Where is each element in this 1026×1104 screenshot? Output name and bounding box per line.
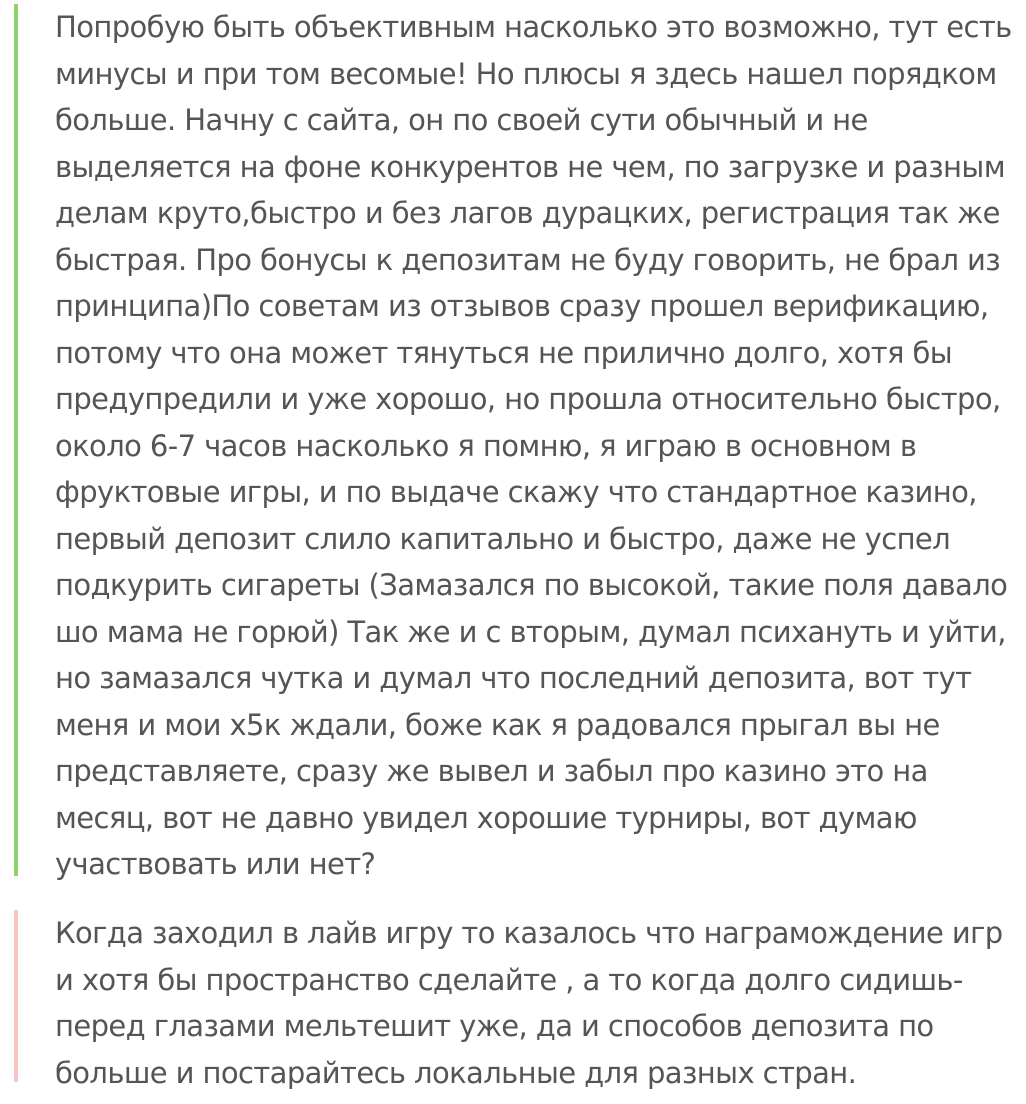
- review-cons: [14, 910, 1020, 1090]
- review-pros: [14, 4, 1020, 881]
- review-pros-text: Попробую быть объективным насколько это возможно, тут есть минусы и при том весомые! Но плюсы я здесь нашел порядком больше. Начну с сайта, он по своей сути обычный и не выделяется на фоне конкурентов не чем, по загрузке и разным делам круто,быстро и без лагов дурацких, регистрация так же быстрая. Про бонусы к депозитам не буду говорить, не брал из принципа)По советам из отзывов сразу прошел верификацию, потому что она может тянуться не прилично долго, хотя бы предупредили и уже хорошо, но прошла относительно быстро, около 6-7 часов насколько я помню, я играю в основном в фруктовые игры, и по выдаче скажу что стандартное казино, первый депозит слило капитально и быстро, даже не успел подкурить сигареты (Замазался по высокой, такие поля давало шо мама не горюй) Так же и с вторым, думал психануть и уйти, но замазался чутка и думал что последний депозита, вот тут меня и мои х5к ждали, боже как я радовался прыгал вы не представляете, сразу же вывел и забыл про казино это на месяц, вот не давно увидел хорошие турниры, вот думаю участвовать или нет?: [55, 10, 1012, 881]
- negative-accent-bar: [14, 910, 18, 1082]
- review-cons-text: Когда заходил в лайв игру то казалось что награмождение игр и хотя бы пространство сделайте , а то когда долго сидишь- перед глазами мельтешит уже, да и способов депозита по больше и постарайтесь локальные для разных стран.: [55, 916, 1003, 1090]
- positive-accent-bar: [14, 4, 18, 876]
